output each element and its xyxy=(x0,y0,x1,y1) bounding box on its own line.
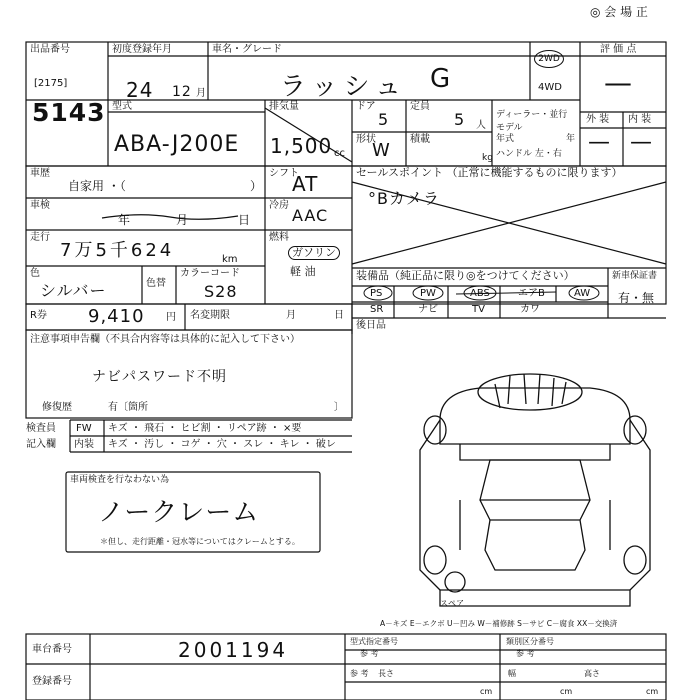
color-code-label: カラーコード xyxy=(180,268,240,279)
fuel-label: 燃料 xyxy=(269,232,289,243)
recycle-value: 9,410 xyxy=(88,306,145,327)
name-change-day: 日 xyxy=(334,310,344,321)
equipment-circles xyxy=(356,284,608,302)
shift-label: シフト xyxy=(269,168,299,179)
spare-label: スペア xyxy=(440,599,464,608)
shift-value: AT xyxy=(292,172,319,196)
load-unit: kg xyxy=(482,153,493,163)
history-value: 自家用 ・（ xyxy=(68,179,126,193)
score-label: 評 価 点 xyxy=(600,44,637,55)
dealer-label: ディーラー・並行 xyxy=(496,110,568,120)
repair-value: 有〔箇所 xyxy=(108,402,148,413)
inspector-entry-label: 記入欄 xyxy=(26,439,56,450)
mileage-unit: km xyxy=(222,254,238,265)
car-body-diagram xyxy=(400,360,670,610)
exterior-value: — xyxy=(588,130,611,155)
history-close: ） xyxy=(250,179,263,193)
recycle-label: R券 xyxy=(30,310,47,321)
drive-4wd: 4WD xyxy=(538,82,562,93)
model-label: 型式 xyxy=(112,101,132,112)
score-value: — xyxy=(604,66,633,99)
claim-bottom: ＊但し、走行距離・冠水等についてはクレームとする。 xyxy=(100,537,300,546)
chassis-value: 2001194 xyxy=(178,638,289,662)
equip-leather: カワ xyxy=(520,304,540,315)
inspection-strike xyxy=(100,208,240,222)
lot-label: 出品番号 xyxy=(30,44,70,55)
car-name: ラッシュ xyxy=(280,72,407,102)
ref-2: 参 考 xyxy=(516,649,535,658)
inspection-label: 車検 xyxy=(30,200,50,211)
repair-close: 〕 xyxy=(334,402,344,413)
recycle-unit: 円 xyxy=(166,312,176,323)
displacement-value: 1,500 xyxy=(270,134,333,158)
width-unit: cm xyxy=(560,687,573,696)
model-designation-label: 型式指定番号 xyxy=(350,637,398,646)
warranty-label: 新車保証書 xyxy=(612,271,658,281)
aircon-value: AAC xyxy=(292,206,329,225)
inspection-day: 日 xyxy=(238,213,251,227)
warranty-value: 有・無 xyxy=(618,291,655,305)
car-name-label: 車名・グレード xyxy=(212,44,282,55)
model-year-label: モデル xyxy=(496,123,523,133)
equip-pw: PW xyxy=(420,288,436,299)
repaint-label: 色替 xyxy=(146,278,166,289)
load-label: 積載 xyxy=(410,134,430,145)
after-date-label: 後日品 xyxy=(356,320,386,331)
width-label: 幅 xyxy=(508,669,516,678)
height-unit: cm xyxy=(646,687,659,696)
equip-sr: SR xyxy=(370,304,384,315)
handle-label: ハンドル 左・右 xyxy=(496,149,562,159)
registration-label: 初度登録年月 xyxy=(112,44,172,55)
equip-aw: AW xyxy=(574,288,591,299)
equip-abs: ABS xyxy=(470,288,490,299)
exterior-label: 外 装 xyxy=(586,114,610,125)
chassis-label: 車台番号 xyxy=(32,644,72,655)
month-unit: 月 xyxy=(196,88,206,99)
equip-ps: PS xyxy=(370,288,383,299)
notes-label: 注意事項申告欄（不具合内容等は具体的に記入して下さい） xyxy=(30,334,300,345)
drive-2wd: 2WD xyxy=(534,50,564,68)
capacity-label: 定員 xyxy=(410,101,430,112)
fw-items: キズ ・ 飛石 ・ ヒビ割 ・ リペア跡 ・ ×要 xyxy=(108,423,302,434)
length-label: 長さ xyxy=(378,669,394,678)
color-label: 色 xyxy=(30,268,40,279)
displacement-unit: cc xyxy=(334,148,345,159)
shape-label: 形状 xyxy=(356,134,376,145)
capacity-value: 5 xyxy=(454,110,466,129)
aircon-label: 冷房 xyxy=(269,200,289,211)
class-label: 類別区分番号 xyxy=(506,637,554,646)
fuel-diesel: 軽 油 xyxy=(290,265,316,278)
lot-number: 5143 xyxy=(32,98,106,127)
height-label: 高さ xyxy=(584,669,600,678)
registration-year: 24 xyxy=(126,78,154,102)
inspector-label: 検査員 xyxy=(26,423,56,434)
model-value: ABA-J200E xyxy=(114,132,240,157)
car-grade: G xyxy=(430,64,452,94)
color-value: シルバー xyxy=(40,281,107,300)
doors-label: ドア xyxy=(356,101,376,112)
claim-top: 車両検査を行なわない為 xyxy=(70,475,170,485)
claim-main: ノークレーム xyxy=(98,498,260,528)
fw-label: FW xyxy=(76,423,92,434)
equipment-label: 装備品（純正品に限り◎をつけてください） xyxy=(356,269,575,282)
doors-value: 5 xyxy=(378,110,390,129)
inspection-year: 年 xyxy=(118,213,131,227)
damage-legend: A－キズ E－エクボ U－凹み W－補修跡 S－サビ C－腐食 XX－交換済 xyxy=(380,619,618,628)
interior-inspect-label: 内装 xyxy=(74,439,94,450)
notes-text: ナビパスワード不明 xyxy=(92,369,227,385)
name-change-label: 名変期限 xyxy=(190,310,230,321)
color-code: S28 xyxy=(204,282,238,301)
inspection-month: 月 xyxy=(176,213,189,227)
corner-text: ◎ 会 場 正 xyxy=(590,5,648,19)
selling-points-text: °Bカメラ xyxy=(368,189,440,208)
ref-3: 参 考 xyxy=(350,669,369,678)
repair-label: 修復歴 xyxy=(42,402,72,413)
mileage-value: 7万5千624 xyxy=(60,240,175,261)
lot-sub: [2175] xyxy=(34,78,68,89)
fuel-petrol: ガソリン xyxy=(288,246,340,260)
capacity-unit: 人 xyxy=(476,120,486,131)
year-label: 年式 xyxy=(496,134,515,144)
equip-airbag: エアB xyxy=(518,288,545,299)
history-label: 車歴 xyxy=(30,168,50,179)
interior-label: 内 装 xyxy=(628,114,652,125)
mileage-label: 走行 xyxy=(30,232,50,243)
registration-month: 12 xyxy=(172,84,192,100)
selling-points-label: セールスポイント （正常に機能するものに限ります） xyxy=(356,166,623,179)
shape-value: W xyxy=(372,140,391,161)
equip-navi: ナビ xyxy=(418,304,438,315)
displacement-label: 排気量 xyxy=(269,101,299,112)
ref-1: 参 考 xyxy=(360,649,379,658)
interior-inspect-items: キズ ・ 汚し ・ コゲ ・ 穴 ・ スレ ・ キレ ・ 破レ xyxy=(108,439,336,450)
interior-value: — xyxy=(630,130,653,155)
length-unit: cm xyxy=(480,687,493,696)
name-change-month: 月 xyxy=(286,310,296,321)
year-unit: 年 xyxy=(566,134,576,144)
plate-label: 登録番号 xyxy=(32,676,72,687)
equip-tv: TV xyxy=(472,304,485,315)
